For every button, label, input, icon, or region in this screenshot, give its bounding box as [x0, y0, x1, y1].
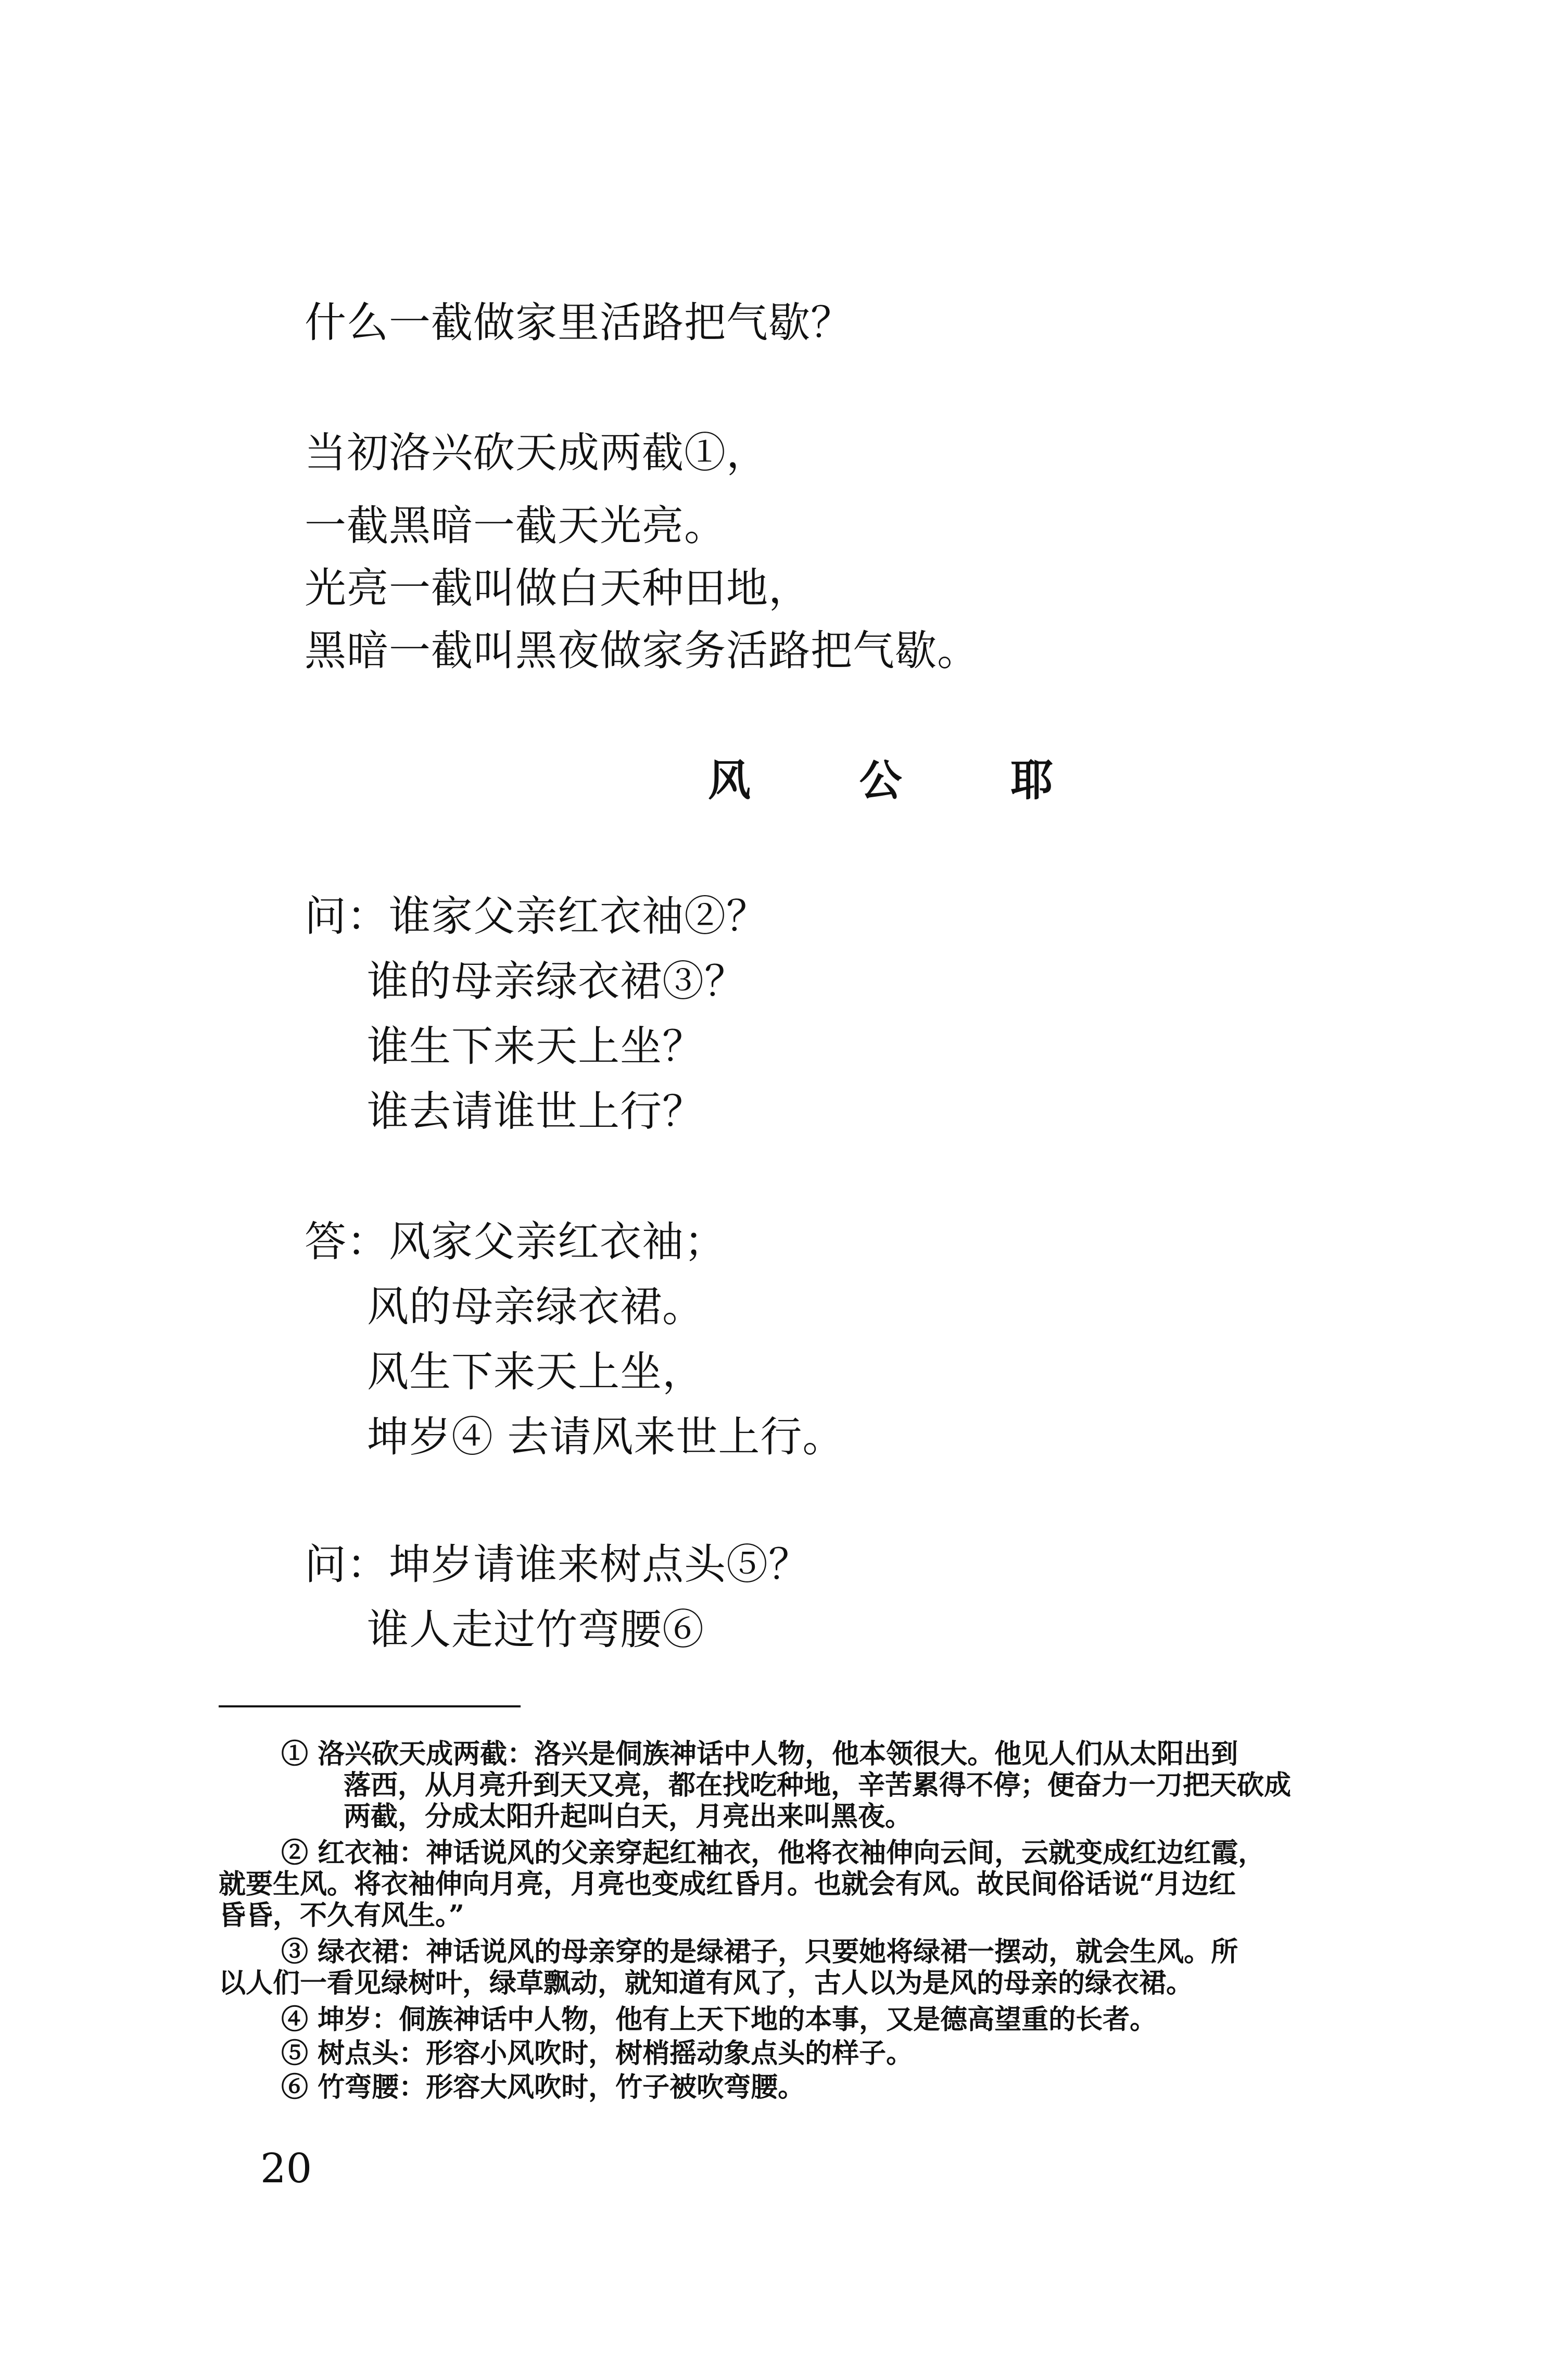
section-title: 风 公 耶: [708, 756, 1085, 806]
footnote-line: 就要生风。将衣袖伸向月亮，月亮也变成红昏月。也就会有风。故民间俗话说“月边红: [219, 1868, 1236, 1900]
footnote-line: ⑥ 竹弯腰：形容大风吹时，竹子被吹弯腰。: [281, 2071, 805, 2103]
answer1-line: 答：风家父亲红衣袖；: [305, 1217, 726, 1266]
footnote-line: ④ 坤岁：侗族神话中人物，他有上天下地的本事，又是德高望重的长者。: [281, 2004, 1157, 2035]
footnote-line: 以人们一看见绿树叶，绿草飘动，就知道有风了，古人以为是风的母亲的绿衣裙。: [219, 1967, 1194, 1999]
answer1-line: 坤岁④ 去请风来世上行。: [367, 1413, 845, 1461]
footnote-rule: [219, 1705, 521, 1707]
intro-line: 什么一截做家里活路把气歇？: [305, 298, 853, 347]
ask1-line: 谁的母亲绿衣裙③？: [367, 957, 747, 1005]
answer1-line: 风的母亲绿衣裙。: [367, 1283, 704, 1331]
ask1-line: 谁生下来天上坐？: [367, 1022, 704, 1071]
ask1-line: 谁去请谁世上行？: [367, 1087, 704, 1136]
footnote-line: 落西，从月亮升到天又亮，都在找吃种地，辛苦累得不停；便奋力一刀把天砍成: [344, 1769, 1292, 1801]
intro-line: 当初洛兴砍天成两截①，: [305, 429, 768, 477]
footnote-line: 两截，分成太阳升起叫白天，月亮出来叫黑夜。: [344, 1801, 913, 1832]
ask2-line: 谁人走过竹弯腰⑥: [367, 1605, 704, 1654]
footnote-line: ② 红衣袖：神话说风的父亲穿起红袖衣，他将衣袖伸向云间，云就变成红边红霞，: [281, 1837, 1266, 1869]
ask2-line: 问：坤岁请谁来树点头⑤？: [305, 1540, 811, 1589]
answer1-line: 风生下来天上坐，: [367, 1348, 704, 1396]
footnote-line: ⑤ 树点头：形容小风吹时，树梢摇动象点头的样子。: [281, 2038, 914, 2069]
footnote-line: ③ 绿衣裙：神话说风的母亲穿的是绿裙子，只要她将绿裙一摆动，就会生风。所: [281, 1936, 1238, 1968]
footnote-line: 昏昏，不久有风生。”: [219, 1900, 464, 1931]
intro-line: 一截黑暗一截天光亮。: [305, 501, 726, 550]
page-number: 20: [260, 2145, 312, 2192]
intro-line: 光亮一截叫做白天种田地，: [305, 564, 811, 612]
intro-line: 黑暗一截叫黑夜做家务活路把气歇。: [305, 626, 979, 675]
ask1-line: 问：谁家父亲红衣袖②？: [305, 892, 768, 940]
footnote-line: ① 洛兴砍天成两截：洛兴是侗族神话中人物，他本领很大。他见人们从太阳出到: [281, 1738, 1238, 1770]
